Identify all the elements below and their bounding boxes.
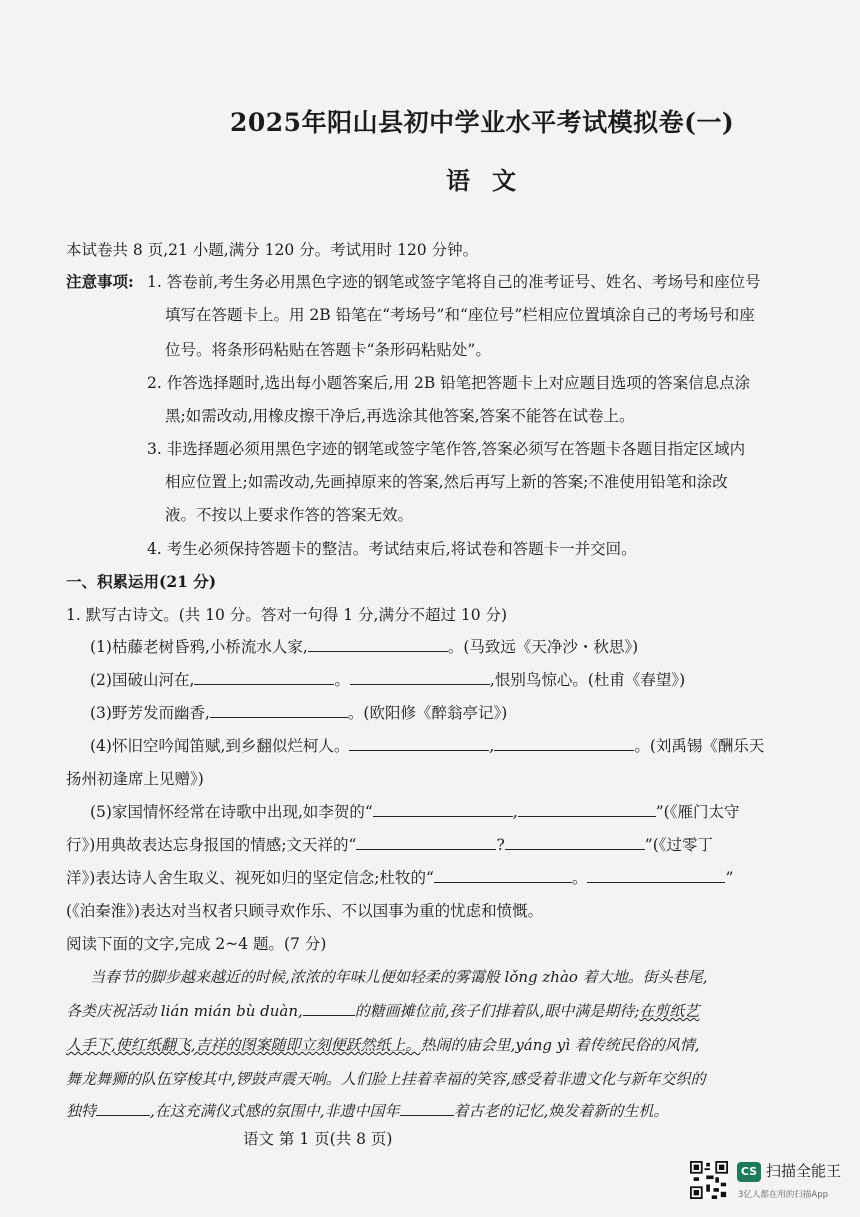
- scanner-tagline: 3亿人都在用的扫描App: [738, 1190, 829, 1200]
- answer-blank[interactable]: [494, 736, 634, 751]
- exam-intro: 本试卷共 8 页,21 小题,满分 120 分。考试用时 120 分钟。: [66, 241, 479, 259]
- scanner-logo-icon: CS: [737, 1162, 761, 1182]
- scanner-app-name: 扫描全能王: [766, 1162, 842, 1180]
- answer-blank[interactable]: [96, 1101, 150, 1116]
- subject-title: 语文: [446, 166, 538, 195]
- answer-blank[interactable]: [308, 637, 448, 652]
- answer-blank[interactable]: [518, 802, 656, 817]
- answer-blank[interactable]: [505, 835, 645, 850]
- notice-1-line-3: 位号。将条形码粘贴在答题卡“条形码粘贴处”。: [165, 341, 491, 359]
- answer-blank[interactable]: [210, 703, 348, 718]
- reading-stem: 阅读下面的文字,完成 2~4 题。(7 分): [66, 935, 327, 953]
- notice-4-line-1: 4. 考生必须保持答题卡的整洁。考试结束后,将试卷和答题卡一并交回。: [147, 540, 637, 558]
- underlined-sentence: 人手下,使红纸翻飞,吉祥的图案随即立刻便跃然纸上。: [66, 1036, 421, 1054]
- notice-label: 注意事项:: [66, 272, 134, 291]
- answer-blank[interactable]: [400, 1101, 454, 1116]
- question-1-part-5-line-4: (《泊秦淮》)表达对当权者只顾寻欢作乐、不以国事为重的忧虑和愤慨。: [66, 902, 544, 920]
- notice-3-line-1: 3. 非选择题必须用黑色字迹的钢笔或签字笔作答,答案必须写在答题卡各题目指定区域内: [147, 440, 746, 458]
- answer-blank[interactable]: [587, 868, 725, 883]
- answer-blank[interactable]: [373, 802, 513, 817]
- reading-passage-line-2: 各类庆祝活动 lián mián bù duàn, 的糖画摊位前,孩子们排着队,眼中满是期待;在剪纸艺: [66, 1002, 700, 1020]
- question-1-part-5-line-3: 洋》)表达诗人舍生取义、视死如归的坚定信念;杜牧的“ 。 ”: [66, 869, 734, 887]
- notice-2-line-1: 2. 作答选择题时,选出每小题答案后,用 2B 铅笔把答题卡上对应题目选项的答案信息点涂: [147, 374, 751, 392]
- notice-3-line-3: 液。不按以上要求作答的答案无效。: [165, 506, 414, 524]
- notice-1-line-2: 填写在答题卡上。用 2B 铅笔在“考场号”和“座位号”栏相应位置填涂自己的考场号和座: [165, 306, 755, 324]
- reading-passage-line-5: 独特 ,在这充满仪式感的氛围中,非遗中国年 着古老的记忆,焕发着新的生机。: [66, 1102, 669, 1120]
- answer-blank[interactable]: [350, 670, 490, 685]
- question-1-part-4-cont: 扬州初逢席上见赠》): [66, 770, 204, 788]
- question-1-stem: 1. 默写古诗文。(共 10 分。答对一句得 1 分,满分不超过 10 分): [66, 606, 508, 624]
- notice-1-line-1: 1. 答卷前,考生务必用黑色字迹的钢笔或签字笔将自己的准考证号、姓名、考场号和座位号: [147, 273, 761, 291]
- answer-blank[interactable]: [349, 736, 489, 751]
- answer-blank[interactable]: [194, 670, 334, 685]
- question-1-part-4: (4)怀旧空吟闻笛赋,到乡翻似烂柯人。 , 。(刘禹锡《酬乐天: [90, 737, 765, 755]
- answer-blank[interactable]: [356, 835, 496, 850]
- question-1-part-2: (2)国破山河在, 。 ,恨别鸟惊心。(杜甫《春望》): [90, 671, 686, 689]
- reading-passage-line-1: 当春节的脚步越来越近的时候,浓浓的年味儿便如轻柔的雾霭般 lǒng zhào 着大地。街头巷尾,: [90, 968, 708, 986]
- reading-passage-line-3: 人手下,使红纸翻飞,吉祥的图案随即立刻便跃然纸上。热闹的庙会里,yáng yì 着传统民俗的风情,: [66, 1036, 700, 1054]
- question-1-part-5: (5)家国情怀经常在诗歌中出现,如李贺的“ , ”(《雁门太守: [90, 803, 740, 821]
- notice-2-line-2: 黑;如需改动,用橡皮擦干净后,再选涂其他答案,答案不能答在试卷上。: [165, 407, 635, 425]
- exam-title: 2025年阳山县初中学业水平考试模拟卷(一): [230, 108, 735, 137]
- reading-passage-line-4: 舞龙舞狮的队伍穿梭其中,锣鼓声震天响。人们脸上挂着幸福的笑容,感受着非遗文化与新年交织的: [66, 1070, 706, 1088]
- question-1-part-1: (1)枯藤老树昏鸦,小桥流水人家, 。(马致远《天净沙・秋思》): [90, 638, 639, 656]
- question-1-part-5-line-2: 行》)用典故表达忘身报国的情感;文天祥的“ ? ”(《过零丁: [66, 836, 713, 854]
- question-1-part-3: (3)野芳发而幽香, 。(欧阳修《醉翁亭记》): [90, 704, 508, 722]
- answer-blank[interactable]: [434, 868, 572, 883]
- notice-3-line-2: 相应位置上;如需改动,先画掉原来的答案,然后再写上新的答案;不准使用铅笔和涂改: [165, 473, 728, 491]
- section-heading: 一、积累运用(21 分): [66, 572, 217, 591]
- answer-blank[interactable]: [303, 1001, 355, 1016]
- page-footer: 语文 第 1 页(共 8 页): [243, 1130, 393, 1148]
- qr-code-icon: [690, 1161, 728, 1199]
- underlined-sentence: 在剪纸艺: [639, 1002, 700, 1020]
